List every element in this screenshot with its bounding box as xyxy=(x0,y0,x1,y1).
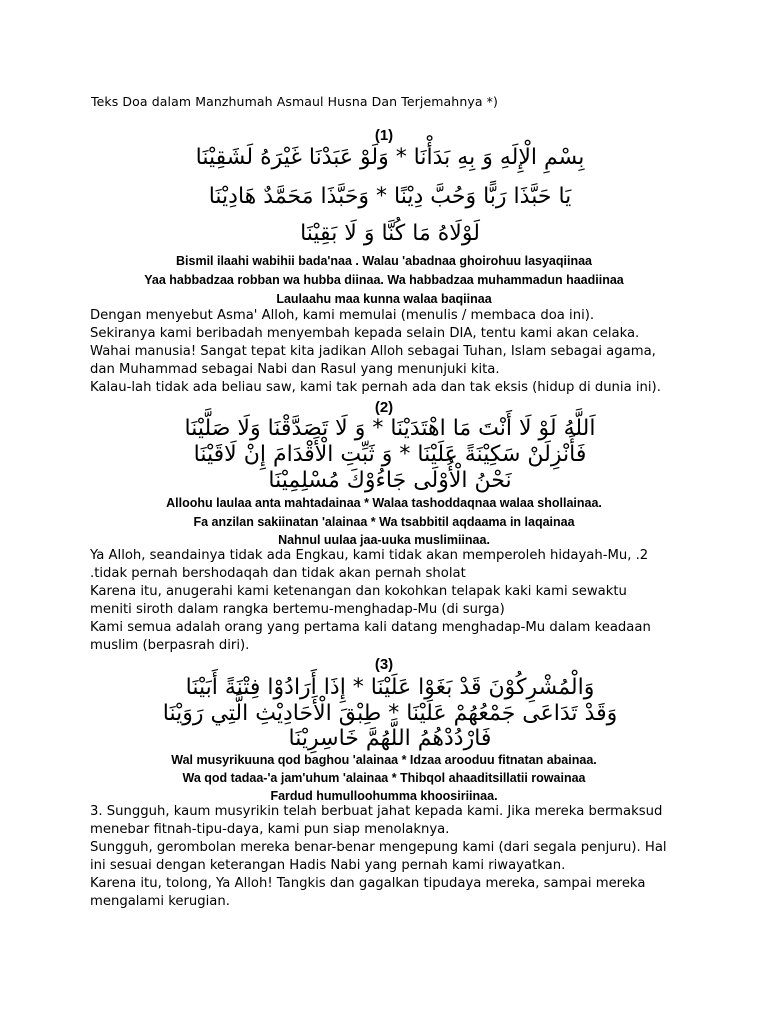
section-1-arabic-line-3: لَوْلَاهُ مَا كُنَّا وَ لَا بَقِيْنَا xyxy=(300,221,480,246)
section-3-latin-line-2: Wa qod tadaa-'a jam'uhum 'alainaa * Thibqol ahaaditsillatii rowainaa xyxy=(182,771,586,785)
section-2-latin-line-1: Alloohu laulaa anta mahtadainaa * Walaa tashoddaqnaa walaa shollainaa. xyxy=(166,496,602,510)
section-3-translation-line-6: mengalami kerugian. xyxy=(90,894,230,909)
section-1-number: (1) xyxy=(374,127,394,144)
section-1-latin-line-1: Bismil ilaahi wabihii bada'naa . Walau 'abadnaa ghoirohuu lasyaqiinaa xyxy=(176,254,592,268)
section-2-arabic-line-3: نَحْنُ الْأُوْلَى جَاءُوْكَ مُسْلِمِيْنَا xyxy=(268,468,512,493)
section-1-translation-line-2: Sekiranya kami beribadah menyembah kepada selain DIA, tentu kami akan celaka. xyxy=(90,326,640,341)
section-2-translation-line-4: meniti siroth dalam rangka bertemu-menghadap-Mu (di surga) xyxy=(90,602,505,617)
section-3-translation-line-2: menebar fitnah-tipu-daya, kami pun siap menolaknya. xyxy=(90,822,450,837)
section-2-translation-line-3: Karena itu, anugerahi kami ketenangan dan kokohkan telapak kaki kami sewaktu xyxy=(90,584,627,599)
section-3-arabic-line-2: وَقَدْ تَدَاعَى جَمْعُهُمْ عَلَيْنَا * طِبْقَ الْأَحَادِيْثِ الَّتِي رَوَيْنَا xyxy=(162,701,618,726)
section-2-number: (2) xyxy=(374,399,394,416)
section-1-translation-line-5: Kalau-lah tidak ada beliau saw, kami tak pernah ada dan tak eksis (hidup di dunia ini). xyxy=(90,380,661,395)
section-1-latin-line-3: Laulaahu maa kunna walaa baqiinaa xyxy=(276,292,492,306)
section-3-translation-line-3: Sungguh, gerombolan mereka benar-benar mengepung kami (dari segala penjuru). Hal xyxy=(90,840,667,855)
document-title: Teks Doa dalam Manzhumah Asmaul Husna Dan Terjemahnya *) xyxy=(91,94,498,109)
section-1-translation-line-1: Dengan menyebut Asma' Alloh, kami memulai (menulis / membaca doa ini). xyxy=(90,308,595,323)
section-1-latin-line-2: Yaa habbadzaa robban wa hubba diinaa. Wa habbadzaa muhammadun haadiinaa xyxy=(144,273,624,287)
section-3-number: (3) xyxy=(374,656,394,673)
section-1-arabic-line-2: يَا حَبَّذَا رَبًّا وَحُبَّ دِيْنًا * وَحَبَّذَا مَحَمَّدٌ هَادِيْنَا xyxy=(208,184,572,209)
section-3-arabic-line-3: فَارْدُدْهُمُ اللَّهُمَّ خَاسِرِيْنَا xyxy=(288,726,492,751)
section-3-latin-line-1: Wal musyrikuuna qod baghou 'alainaa * Idzaa arooduu fitnatan abainaa. xyxy=(171,753,597,767)
section-2-translation-line-5: Kami semua adalah orang yang pertama kali datang menghadap-Mu dalam keadaan xyxy=(90,620,651,635)
section-1-translation-line-4: dan Muhammad sebagai Nabi dan Rasul yang menunjuki kita. xyxy=(90,362,500,377)
section-3-translation-line-1: 3. Sungguh, kaum musyrikin telah berbuat jahat kepada kami. Jika mereka bermaksud xyxy=(90,804,663,819)
section-2-arabic-line-1: اَللَّهُ لَوْ لَا أَنْتَ مَا اهْتَدَيْنَا * وَ لَا تَصَدَّقْنَا وَلَا صَلَّيْنَا xyxy=(184,416,596,441)
section-1-translation-line-3: Wahai manusia! Sangat tepat kita jadikan Alloh sebagai Tuhan, Islam sebagai agama, xyxy=(90,344,656,359)
section-2-arabic-line-2: فَأَنْزِلَنْ سَكِيْنَةً عَلَيْنَا * وَ ثَبِّتِ الْأَقْدَامَ إِنْ لَاقَيْنَا xyxy=(193,442,587,467)
section-3-translation-line-5: Karena itu, tolong, Ya Alloh! Tangkis dan gagalkan tipudaya mereka, sampai mereka xyxy=(90,876,646,891)
section-3-latin-line-3: Fardud humulloohumma khoosiriinaa. xyxy=(270,789,498,803)
section-2-latin-line-3: Nahnul uulaa jaa-uuka muslimiinaa. xyxy=(278,533,490,547)
section-2-translation-line-6: muslim (berpasrah diri). xyxy=(90,638,250,653)
section-2-translation-line-2: .tidak pernah bershodaqah dan tidak akan pernah sholat xyxy=(90,566,466,581)
section-1-arabic-line-1: بِسْمِ الْإِلَهِ وَ بِهِ بَدَأْنَا * وَلَوْ عَبَدْنَا غَيْرَهُ لَشَقِيْنَا xyxy=(195,145,585,170)
section-3-arabic-line-1: وَالْمُشْرِكُوْنَ قَدْ بَغَوْا عَلَيْنَا * إِذَا أَرَادُوْا فِتْنَةً أَبَيْنَا xyxy=(185,675,595,700)
section-3-translation-line-4: ini sesuai dengan keterangan Hadis Nabi yang pernah kami riwayatkan. xyxy=(90,858,566,873)
section-2-translation-line-1: Ya Alloh, seandainya tidak ada Engkau, kami tidak akan memperoleh hidayah-Mu, .2 xyxy=(90,548,649,563)
section-2-latin-line-2: Fa anzilan sakiinatan 'alainaa * Wa tsabbitil aqdaama in laqainaa xyxy=(193,515,575,529)
